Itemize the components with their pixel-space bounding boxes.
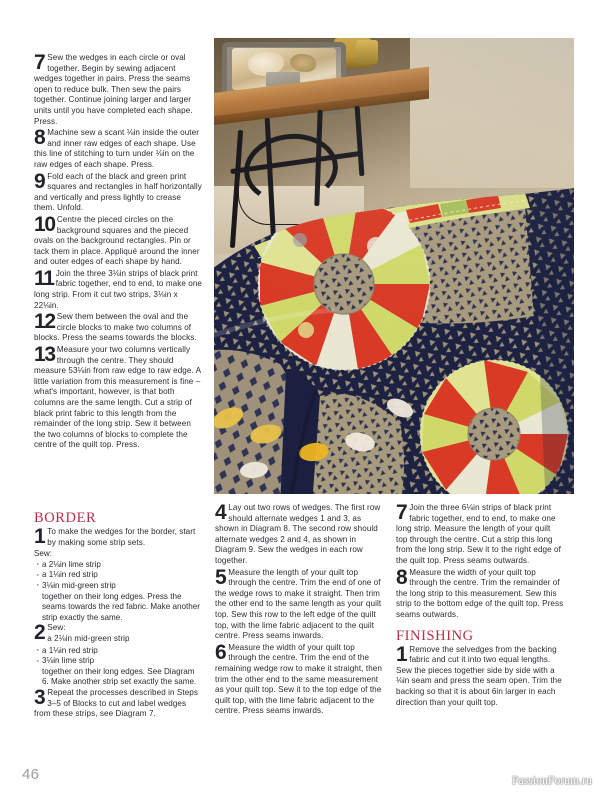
finishing-step-1 <box>396 642 564 709</box>
border-step-2-first-bullet: a 2⅛in mid-green strip <box>47 633 130 643</box>
border-step-3 <box>34 685 202 720</box>
finishing-heading: FINISHING <box>396 627 474 644</box>
column-left-top <box>34 53 202 452</box>
border-step-1-continuation: together on their long edges. Press the seams towards the red fabric. Make another strip exactly the same. <box>42 591 200 622</box>
watermark: PassionForum.ru <box>512 775 592 787</box>
bottom-columns <box>0 503 604 765</box>
step-body: Repeat the processes described in Steps 3–5 of Blocks to cut and label wedges from these strips, see Diagram 7. <box>34 687 198 719</box>
sew-label: Sew: <box>47 623 66 633</box>
step-body: Measure the length of your quilt top through the centre. Trim the end of one of the wedge rows to make it straight. Then trim the other end to the same length as your quilt top. Sew this row to the left edge of the quilt top, with the lime fabric adjacent to the quilt centre. Press seams inwards. <box>215 567 382 641</box>
photo-mirror-reflection-2 <box>290 54 316 72</box>
step-body: Measure the width of your quilt top through the centre. Trim the remainder of the long strip to this measurement. Sew this strip to the bottom edge of the quilt top. Press seams outwards. <box>396 567 564 619</box>
border-heading: BORDER <box>34 510 97 526</box>
step-body: Sew them between the oval and the circle blocks to make two columns of blocks. Press the seams towards the blocks. <box>34 312 197 343</box>
border-step-2 <box>34 623 202 644</box>
step-number: 6 <box>215 640 227 664</box>
border-step-2-continuation: together on their long edges. See Diagram 6. Make another strip set exactly the same. <box>42 666 197 687</box>
border-step-6 <box>215 640 383 717</box>
step-number: 1 <box>34 525 46 548</box>
step-number: 10 <box>34 212 55 236</box>
step-body: Join the three 3⅛in strips of black print fabric together, end to end, to make one long strip. From it cut two strips, 3⅛in x 22⅛in. <box>34 268 203 310</box>
photo-quilt <box>214 134 574 494</box>
column-2 <box>215 503 383 718</box>
step-number: 2 <box>34 621 46 645</box>
column-3 <box>396 503 564 709</box>
border-step-5 <box>215 565 383 642</box>
step-body: Sew the wedges in each circle or oval together. Begin by sewing adjacent wedges together in pairs. Press the seams open to reduce bulk. Then sew the pairs together. Continue joining larger and larger units until you have completed each shape. Press. <box>34 53 193 126</box>
list-item: · 3⅛in mid-green strip <box>34 581 202 592</box>
instruction-step-9 <box>34 169 202 214</box>
step-body: To make the wedges for the border, start by making some strip sets. <box>47 527 196 547</box>
step-number: 11 <box>34 266 54 290</box>
instruction-step-11 <box>34 266 203 311</box>
step-body: Remove the selvedges from the backing fabric and cut it into two equal lengths. Sew the pieces together side by side with a ⅛in seam and press the seam open. Trim the backing so that it is about 6in larger in each direction than your quilt top. <box>396 644 562 707</box>
step-body: Centre the pieced circles on the background squares and the pieced ovals on the background rectangles. Pin or tack them in place. Appliqué around the inner and outer edges of each shape by hand. <box>34 214 200 267</box>
page-number: 46 <box>22 766 40 783</box>
step-number: 8 <box>396 565 408 589</box>
step-body: Machine sew a scant ⅛in inside the outer and inner raw edges of each shape. Use this line of stitching to turn under ⅛in on the raw edges of each shape. Press. <box>34 128 199 169</box>
step-number: 1 <box>396 642 408 666</box>
step-body: Join the three 6⅛in strips of black print fabric together, end to end, to make one long strip. Measure the length of your quilt top through the centre. Cut a strip this long from the long strip. Sew it to the right edge of the quilt top. Press seams outwards. <box>396 503 561 565</box>
border-step-7 <box>396 503 564 567</box>
instruction-step-7 <box>34 53 202 127</box>
list-item: · a 1⅛in red strip <box>34 646 202 657</box>
photo-lamp-secondary <box>356 40 378 64</box>
list-item: · 3⅛in lime strip <box>34 656 202 667</box>
step-number: 4 <box>215 501 227 524</box>
instruction-step-10 <box>34 212 202 268</box>
step-number: 7 <box>396 501 408 524</box>
column-1 <box>34 503 202 721</box>
step-number: 12 <box>34 310 55 334</box>
border-step-4 <box>215 503 383 567</box>
border-step-8 <box>396 565 564 621</box>
list-item: · a 1⅛in red strip <box>34 570 202 581</box>
step-body: Lay out two rows of wedges. The first row should alternate wedges 1 and 3, as shown in Diagram 8. The second row should alternate wedges 2 and 4, as shown in Diagram 9. Sew the wedges in each row together. <box>215 503 381 565</box>
instruction-step-13 <box>34 345 202 451</box>
border-step-1-bullets <box>34 560 202 592</box>
step-number: 8 <box>34 126 46 150</box>
step-number: 3 <box>34 685 46 709</box>
step-number: 5 <box>215 565 227 589</box>
border-step-1 <box>34 527 202 548</box>
step-body: Fold each of the black and green print squares and rectangles in half horizontally and vertically and press lightly to crease them. Unfold. <box>34 171 202 213</box>
instruction-step-8 <box>34 128 202 170</box>
border-step-2-bullets <box>34 646 202 667</box>
quilt-illustration <box>214 134 574 494</box>
step-number: 13 <box>34 343 55 367</box>
step-body: Measure the width of your quilt top through the centre. Trim the end of the remaining wedge row to make it straight, then trim the other end to the same measurement as your quilt top. Sew it to the top edge of the quilt top, with the lime fabric adjacent to the centre. Press seams inwards. <box>215 642 382 716</box>
list-item: · a 2⅛in lime strip <box>34 560 202 571</box>
step-number: 7 <box>34 51 46 74</box>
instruction-step-12 <box>34 312 202 344</box>
step-body: Measure your two columns vertically through the centre. They should measure 53⅛in from raw edge to raw edge. A little variation from this measurement is fine – what's important, however, is that both columns are the same length. Cut a strip of black print fabric to this length from the remainder of the long strip. Sew it between the two columns of blocks to complete the centre of the quilt top. Press. <box>34 345 201 450</box>
quilt-photo <box>214 38 574 494</box>
sew-label: Sew: <box>34 549 52 559</box>
step-number: 9 <box>34 169 46 193</box>
